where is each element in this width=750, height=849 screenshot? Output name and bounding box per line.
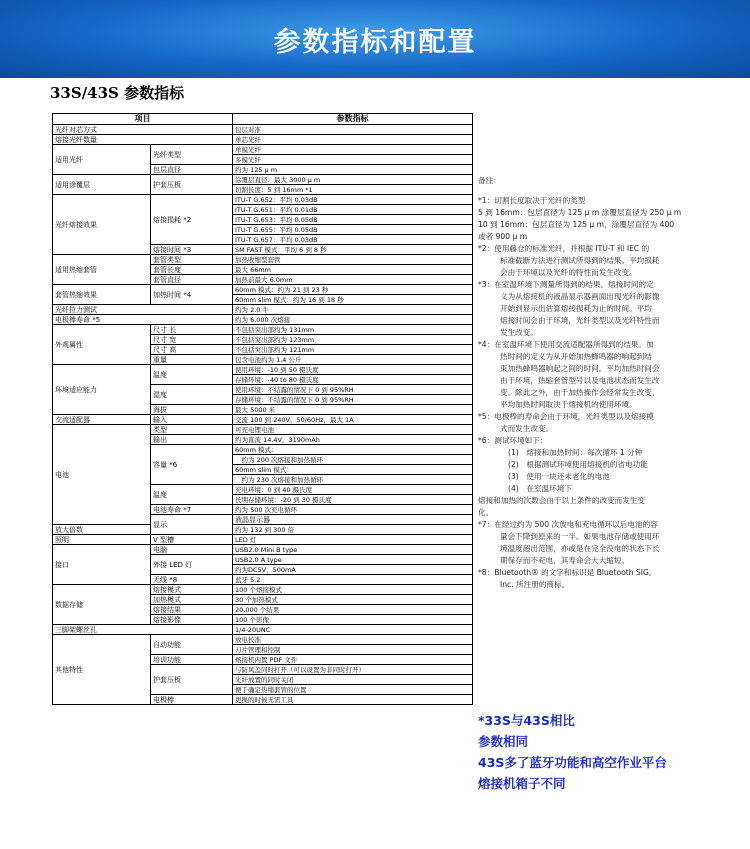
table-row (53, 285, 473, 295)
note-line: 发生改变。 (500, 328, 538, 337)
row-value: 约为 500 次充电循环 (233, 505, 473, 515)
row-value: ITU-T G.657：平均 0.03dB (233, 235, 473, 245)
row-value: SM FAST 模式：平均 6 到 8 秒 (233, 245, 473, 255)
note-line: 平均加热时间取决于熔接机的使用环境。 (500, 400, 637, 409)
table-row (53, 125, 473, 135)
row-value: 多模光纤 (233, 155, 473, 165)
note-line: 熔接和加热的次数会由于以上条件的改变而发生变 (478, 496, 646, 505)
note-line: 式而发生改变。 (500, 424, 554, 433)
row-value: 光纤放置的同时关闭 (233, 675, 473, 685)
note-line: 量会下降到原来的一半。如果电池存储或使用环 (500, 532, 660, 541)
row-value: 交流 100 到 240V，50/60Hz，最大 1A (233, 415, 473, 425)
note-line: 束加热蜂鸣器响起之间的时间。平均加热时间会 (500, 364, 660, 373)
row-subcategory: 熔接影像 (151, 615, 233, 625)
row-value: 可充电锂电池 (233, 425, 473, 435)
row-subcategory: 外接 LED 灯 (151, 555, 233, 575)
note-line: 化。 (478, 508, 494, 517)
summary-line: 43S多了蓝牙功能和高空作业平台 (478, 755, 667, 770)
table-row (53, 535, 473, 545)
row-category: 交流适配器 (53, 415, 151, 425)
row-value: 使用环境：不结露的情况下 0 到 95%RH (233, 385, 473, 395)
note-line: 或者 900 μ m (478, 232, 528, 241)
table-row (53, 415, 473, 425)
note-line: 义为从熔接机的液晶显示器画面出现光纤的影像 (500, 292, 660, 301)
table-row (53, 425, 473, 435)
row-value: 更换的时候无需工具 (233, 695, 473, 705)
row-category: 适用光纤 (53, 145, 151, 175)
row-value: 熔接机内置 PDF 文件 (233, 655, 473, 665)
row-subcategory: 加热时间 *4 (151, 285, 233, 305)
note-line: 开始到显示出估算熔接损耗为止的时间。平均 (500, 304, 652, 313)
row-subcategory: 培训功能 (151, 655, 233, 665)
row-subcategory: 加热模式 (151, 595, 233, 605)
comparison-summary (478, 710, 748, 794)
row-subcategory: 熔接模式 (151, 585, 233, 595)
row-subcategory: 温度 (151, 365, 233, 385)
row-category: 外观属性 (53, 325, 151, 365)
row-value: 20,000 个结果 (233, 605, 473, 615)
row-value: 与防风盖同时打开（可以设置为非同时打开） (233, 665, 473, 675)
row-label: 光纤拉力测试 (53, 305, 233, 315)
note-line: *8：Bluetooth® 的文字和标识是 Bluetooth SIG, (478, 568, 652, 577)
row-value: 切割长度：5 到 16mm *1 (233, 185, 473, 195)
row-subcategory: 放大倍数 (53, 525, 151, 535)
note-line: (1) 熔接和加热时间：每次循环 1 分钟 (508, 448, 643, 457)
row-value: 使用环境：-10 到 50 摄氏度 (233, 365, 473, 375)
row-subcategory: 套管直径 (151, 275, 233, 285)
row-category: 环境适应能力 (53, 365, 151, 415)
row-subcategory: 容量 *6 (151, 445, 233, 485)
row-value: ITU-T G.655：平均 0.05dB (233, 225, 473, 235)
note-line: *4：在室温环境下使用交流适配器所得到的结果。加 (478, 340, 654, 349)
row-value: 单模光纤 (233, 145, 473, 155)
table-row (53, 145, 473, 155)
banner-title: 参数指标和配置 (273, 26, 477, 58)
row-value: ITU-T G.653：平均 0.05dB (233, 215, 473, 225)
note-line: Inc. 所注册的商标。 (500, 580, 570, 589)
row-subcategory: 无线 *8 (151, 575, 233, 585)
row-value: 长期存储环境：-20 到 30 摄氏度 (233, 495, 473, 505)
table-row (53, 625, 473, 635)
row-subcategory: 温度 (151, 485, 233, 505)
row-value: 约为 125 μ m (233, 165, 473, 175)
row-subcategory: 自动功能 (151, 635, 233, 655)
row-subcategory: V 型槽 (151, 535, 233, 545)
row-value: 放电校准 (233, 635, 473, 645)
row-category: 光纤熔接效果 (53, 195, 151, 255)
row-value: 涂覆层直径：最大 3000 μ m (233, 175, 473, 185)
row-subcategory: 液晶显示器 (233, 515, 473, 525)
row-value: 加热前最大 6.0mm (233, 275, 473, 285)
row-value: 约为 230 次熔接和加热循环 (233, 475, 473, 485)
header-item: 项目 (53, 114, 233, 125)
table-row (53, 175, 473, 185)
note-line: (4) 在室温环境下 (508, 484, 572, 493)
row-value: 约为直流 14.4V，3190mAh (233, 435, 473, 445)
row-category: 显示 (151, 515, 233, 535)
row-value: 100 个熔接模式 (233, 585, 473, 595)
note-line: (3) 使用一块还未老化的电池 (508, 472, 610, 481)
row-value: 不包括突出部约为 121mm (233, 345, 473, 355)
table-row (53, 585, 473, 595)
row-category: 适用涂覆层 (53, 175, 151, 195)
row-subcategory: 输入 (151, 415, 233, 425)
note-line: *5：电极棒的寿命会由于环境，光纤类型以及熔接模 (478, 412, 654, 421)
row-subcategory: 光纤类型 (151, 145, 233, 165)
row-subcategory: 套管长度 (151, 265, 233, 275)
row-subcategory: 熔接损耗 *2 (151, 195, 233, 245)
row-label: 光纤对芯方式 (53, 125, 233, 135)
note-line: *7：在经过约为 500 次放电和充电循环以后电池的容 (478, 520, 658, 529)
row-value: ITU-T G.652：平均 0.03dB (233, 195, 473, 205)
row-subcategory: 尺寸 长 (151, 325, 233, 335)
note-line: *1：切割长度取决于光纤的类型 (478, 196, 586, 205)
row-value: 60mm 模式：约为 21 到 23 秒 (233, 285, 473, 295)
row-subcategory: 尺寸 高 (151, 345, 233, 355)
note-line: 由于环境，热缩套管型号以及电池状态而发生改 (500, 376, 660, 385)
row-value: ITU-T G.651：平均 0.01dB (233, 205, 473, 215)
row-subcategory: 熔接结果 (151, 605, 233, 615)
row-category: 接口 (53, 545, 151, 585)
document-title: 33S/43S 参数指标 (50, 84, 185, 102)
row-value: 存储环境：-40 to 80 摄氏度 (233, 375, 473, 385)
row-subcategory: 电脑 (151, 545, 233, 555)
row-value: 存储环境：不结露的情况下 0 到 95%RH (233, 395, 473, 405)
spec-table (52, 113, 472, 705)
row-subcategory: 类型 (151, 425, 233, 435)
note-line: 标准截断方法进行测试所得到的结果。平均损耗 (500, 256, 660, 265)
note-line: 5 到 16mm：包层直径为 125 μ m 涂覆层直径为 250 μ m (478, 208, 682, 217)
note-line: 10 到 16mm：包层直径为 125 μ m，涂覆层直径为 400 (478, 220, 675, 229)
note-line: *2：使用藤仓的标准光纤，并根据 ITU-T 和 IEC 的 (478, 244, 650, 253)
table-row (53, 195, 473, 205)
row-subcategory: 套管类型 (151, 255, 233, 265)
row-value: 约为 6,000 次熔接 (233, 315, 473, 325)
table-row (53, 315, 473, 325)
row-subcategory: 电极棒 (151, 695, 233, 705)
table-row (53, 545, 473, 555)
row-label: 三脚架螺丝孔 (53, 625, 233, 635)
row-category: 电池 (53, 425, 151, 525)
row-value: 1/4-20UNC (233, 625, 473, 635)
row-value: 刀片管理和控制 (233, 645, 473, 655)
row-value: 不包括突出部约为 123mm (233, 335, 473, 345)
table-row (53, 635, 473, 645)
header-banner (0, 0, 750, 78)
row-category: 其他特性 (53, 635, 151, 705)
row-subcategory: 熔接时间 *3 (151, 245, 233, 255)
row-value: 约为 132 到 300 倍 (233, 525, 473, 535)
note-line: 熔接时间会由于环境，光纤类型以及光纤特性而 (500, 316, 660, 325)
row-subcategory: 重量 (151, 355, 233, 365)
row-value: 包含电池约为 1.4 公斤 (233, 355, 473, 365)
note-line: 变。除此之外，由于加热操作会经常发生改变， (500, 388, 660, 397)
row-subcategory: 包层直径 (151, 165, 233, 175)
notes-section (478, 175, 740, 591)
note-line: 期保存而不充电，其寿命会大大缩短。 (500, 556, 630, 565)
row-category: 照明 (53, 535, 151, 545)
table-row (53, 525, 473, 535)
row-value: 30 个加热模式 (233, 595, 473, 605)
summary-line: 参数相同 (478, 734, 529, 749)
row-subcategory: 电池寿命 *7 (151, 505, 233, 515)
row-label: 熔接光纤数量 (53, 135, 233, 145)
row-value: LED 灯 (233, 535, 473, 545)
table-row (53, 135, 473, 145)
row-value: 单芯光纤 (233, 135, 473, 145)
row-value: 约为 200 次熔接和加热循环 (233, 455, 473, 465)
row-value: 100 个影像 (233, 615, 473, 625)
row-value: 最大 66mm (233, 265, 473, 275)
row-subcategory: 输出 (151, 435, 233, 445)
note-line: (2) 根据测试环境使用熔接机的省电功能 (508, 460, 648, 469)
row-subcategory: 护套压板 (151, 665, 233, 695)
table-row (53, 325, 473, 335)
row-value: USB2.0 Mini B type (233, 545, 473, 555)
table-row (53, 305, 473, 315)
row-value: USB2.0 A type (233, 555, 473, 565)
row-value: 充电环境：0 到 40 摄氏度 (233, 485, 473, 495)
row-subcategory: 海拔 (151, 405, 233, 415)
row-category: 适用热缩套管 (53, 255, 151, 285)
row-value: 最大 5000 米 (233, 405, 473, 415)
row-subcategory: 湿度 (151, 385, 233, 405)
table-row (53, 365, 473, 375)
note-line: 热时间的定义为从开始加热蜂鸣器的响起到结 (500, 352, 652, 361)
notes-title: 备注： (478, 176, 501, 185)
summary-line: *33S与43S相比 (478, 713, 575, 728)
row-subcategory: 尺寸 宽 (151, 335, 233, 345)
row-value: 约为 2.0 牛 (233, 305, 473, 315)
row-category: 数据存储 (53, 585, 151, 625)
note-line: *6：测试环境如下： (478, 436, 548, 445)
row-value: 60mm 模式： (233, 445, 473, 455)
row-value: 包层对准 (233, 125, 473, 135)
row-value: 加热收缩型套管 (233, 255, 473, 265)
row-subcategory: 护套压板 (151, 175, 233, 195)
header-spec: 参数指标 (233, 114, 473, 125)
row-value: 60mm slim 模式： (233, 465, 473, 475)
row-category: 套管热缩效果 (53, 285, 151, 305)
note-line: 会由于环境以及光纤的特性而发生改变。 (500, 268, 637, 277)
row-value: 蓝牙 5.2 (233, 575, 473, 585)
row-value: 便于确定热缩套管的位置 (233, 685, 473, 695)
row-value: 60mm slim 模式：约为 16 到 18 秒 (233, 295, 473, 305)
summary-line: 熔接机箱子不同 (478, 776, 566, 791)
table-row (53, 255, 473, 265)
row-value: 不包括突出部约为 131mm (233, 325, 473, 335)
note-line: *3：在室温环境下测量所得到的结果。熔接时间的定 (478, 280, 654, 289)
row-label: 电极棒寿命 *5 (53, 315, 233, 325)
note-line: 境温度超出范围，亦或是在完全没电的状态下长 (500, 544, 660, 553)
row-value: 约为DC5V，500mA (233, 565, 473, 575)
